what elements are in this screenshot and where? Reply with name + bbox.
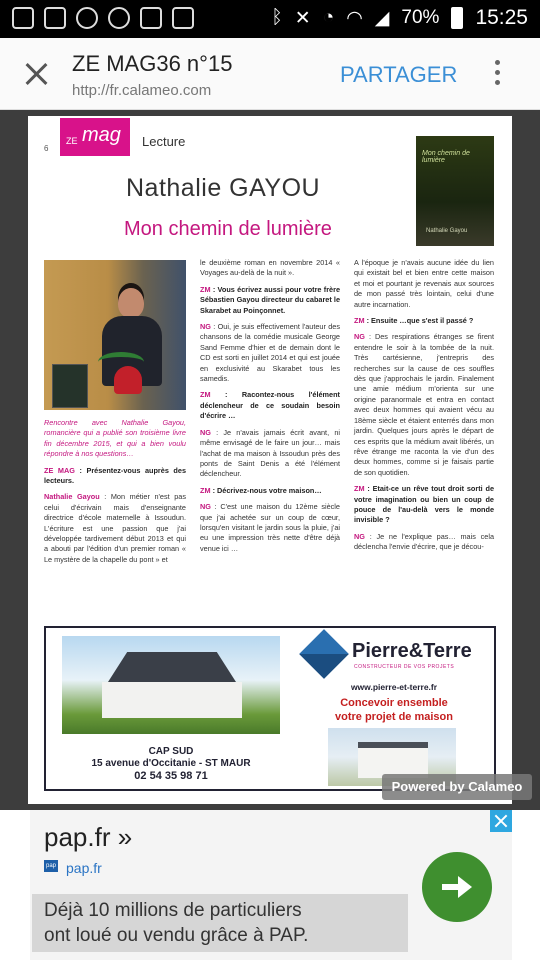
battery-percent: 70% <box>401 7 440 28</box>
wifi-icon: ◠ <box>346 7 363 29</box>
notification-icons <box>12 7 194 29</box>
article-author: Nathalie GAYOU <box>126 174 321 202</box>
mail-icon <box>44 7 66 29</box>
clock: 15:25 <box>475 6 528 29</box>
zemag-logo <box>60 118 130 156</box>
page-title: ZE MAG36 n°15 <box>72 51 233 76</box>
article-column-1: Rencontre avec Nathalie Gayou, romancière qui a publié son troisième livre fin décembre 2015, et qui a bien voulu répondre à nos questions… ZE MAG : Présentez-vous auprès des lecteurs. Nathalie Gayou : Mon métier n'est pas celui d'écrivain mais d'enseignante directrice d'école maternelle à Issoudun. L'écriture est une passion que j'ai développée tardivement début 2013 et qui a abouti par l'édition d'un premier roman « Le mystère de la chapelle du pont » et <box>44 418 186 564</box>
pap-favicon-icon: pap <box>44 860 58 872</box>
banner-title[interactable]: pap.fr » <box>44 822 133 852</box>
ad-brand-name: Pierre&Terre <box>352 640 472 662</box>
ad-phone: 02 54 35 98 71 <box>134 770 208 782</box>
magazine-viewer[interactable] <box>0 110 540 810</box>
custom-tab-toolbar <box>0 38 540 110</box>
banner-domain[interactable]: pap.fr <box>66 860 102 876</box>
section-label: Lecture <box>142 134 186 149</box>
photo-book <box>52 364 88 408</box>
author-photo <box>44 260 186 410</box>
mute-icon: ✕ <box>294 7 311 29</box>
pap-banner-ad[interactable] <box>30 810 512 960</box>
page-number: 6 <box>44 144 49 153</box>
check-icon <box>108 7 130 29</box>
cover-author: Nathalie Gayou <box>426 228 468 234</box>
banner-description: Déjà 10 millions de particuliers ont loué ou vendu grâce à PAP. <box>32 894 408 952</box>
signal-icon: ◢ <box>374 7 390 29</box>
page-url: http://fr.calameo.com <box>72 82 212 99</box>
ad-close-icon[interactable] <box>490 810 512 832</box>
ad-slogan: Concevoir ensemble votre projet de maison <box>335 697 453 723</box>
powered-by-calameo[interactable]: Powered by Calameo <box>382 774 532 800</box>
ad-agency-info <box>62 746 280 782</box>
sync-icon <box>76 7 98 29</box>
system-icons <box>271 6 528 30</box>
battery-icon <box>451 7 463 29</box>
overflow-menu-icon[interactable] <box>490 60 504 90</box>
arrow-right-icon[interactable] <box>422 852 492 922</box>
banner-ad-area <box>0 810 540 960</box>
ad-address: 15 avenue d'Occitanie - ST MAUR <box>91 758 251 769</box>
photo-flower <box>114 366 142 394</box>
share-button[interactable]: PARTAGER <box>340 62 458 87</box>
ad-website: www.pierre-et-terre.fr <box>350 682 438 692</box>
book-cover-image <box>416 136 494 246</box>
gallery-icon <box>140 7 162 29</box>
article-intro: Rencontre avec Nathalie Gayou, romancière qui a publié son troisième livre fin décembre 2015, et qui a bien voulu répondre à nos questions… <box>44 418 186 459</box>
magazine-page[interactable] <box>28 116 512 804</box>
ad-agency-name: CAP SUD <box>148 746 194 757</box>
photo-notification-icon <box>12 7 34 29</box>
status-bar <box>0 0 540 38</box>
article-column-2: le deuxième roman en novembre 2014 « Voyages au-delà de la nuit ». ZM : Vous écrivez aussi pour votre frère Sébastien Gayou directeur du cabaret le Skarabet au Poinçonnet. NG : Oui, je suis effectivement l'auteur des chansons de la comédie musicale George Sand Femme d'hier et de demain dont le CD est sorti en juillet 2014 et qui est jouée en exclusivité au Skarabet tous les samedis. ZM : Racontez-nous l'élément déclencheur de ce soudain besoin d'écrire … NG : Je n'avais jamais écrit avant, ni même envisagé de le faire un jour… mais l'achat de ma maison à Issoudun près des ponts de Saint Denis a été l'élément déclencheur. ZM : Décrivez-nous votre maison… NG : C'est une maison du 12ème siècle que j'ai achetée sur un coup de cœur, lorsqu'en visitant le jardin sous la pluie, j'ai eu une impression très nette d'être déjà venue ici … <box>200 258 340 553</box>
logo-mag: mag <box>82 124 121 146</box>
bluetooth-icon: ᛒ <box>271 7 283 28</box>
ad-tagline: CONSTRUCTEUR DE VOS PROJETS <box>354 664 455 670</box>
ad-house-photo <box>62 636 280 734</box>
cover-title: Mon chemin de lumière <box>422 150 470 164</box>
pierre-terre-logo-icon <box>299 629 349 679</box>
logo-ze: ZE <box>66 136 78 146</box>
alarm-icon: ◔ <box>322 7 335 28</box>
close-icon[interactable] <box>20 58 52 90</box>
article-subtitle: Mon chemin de lumière <box>124 218 332 240</box>
article-column-3: A l'époque je n'avais aucune idée du lien qui existait bel et bien entre cette maison et moi et pourtant je revenais aux sources de mon passé très lointain, celui d'une autre incarnation. ZM : Ensuite …que s'est il passé ? NG : Des respirations étranges se firent entendre le soir à la tombée de la nuit. Très cartésienne, j'entrepris des recherches sur la cause de ces souffles dès que j'approchais le jardin. Finalement une amie médium m'orienta sur une origine paranormale et entra en contact avec deux hommes qui avaient vécu au 18ème siècle et étaient enterrés dans mon jardin. Quelques jours après le départ de ces esprits que la médium avait libérés, un rêve étrange me raconta la vie d'un des deux hommes, comme si je faisais partie de son quotidien. ZM : Etait-ce un rêve tout droit sorti de votre imagination ou bien un coup de pouce de l'au-delà vers le monde invisible ? NG : Je ne l'explique pas… mais cela déclencha l'envie d'écrire, que je décou- <box>354 258 494 552</box>
pierre-terre-advertisement[interactable] <box>44 626 496 791</box>
upload-icon <box>172 7 194 29</box>
